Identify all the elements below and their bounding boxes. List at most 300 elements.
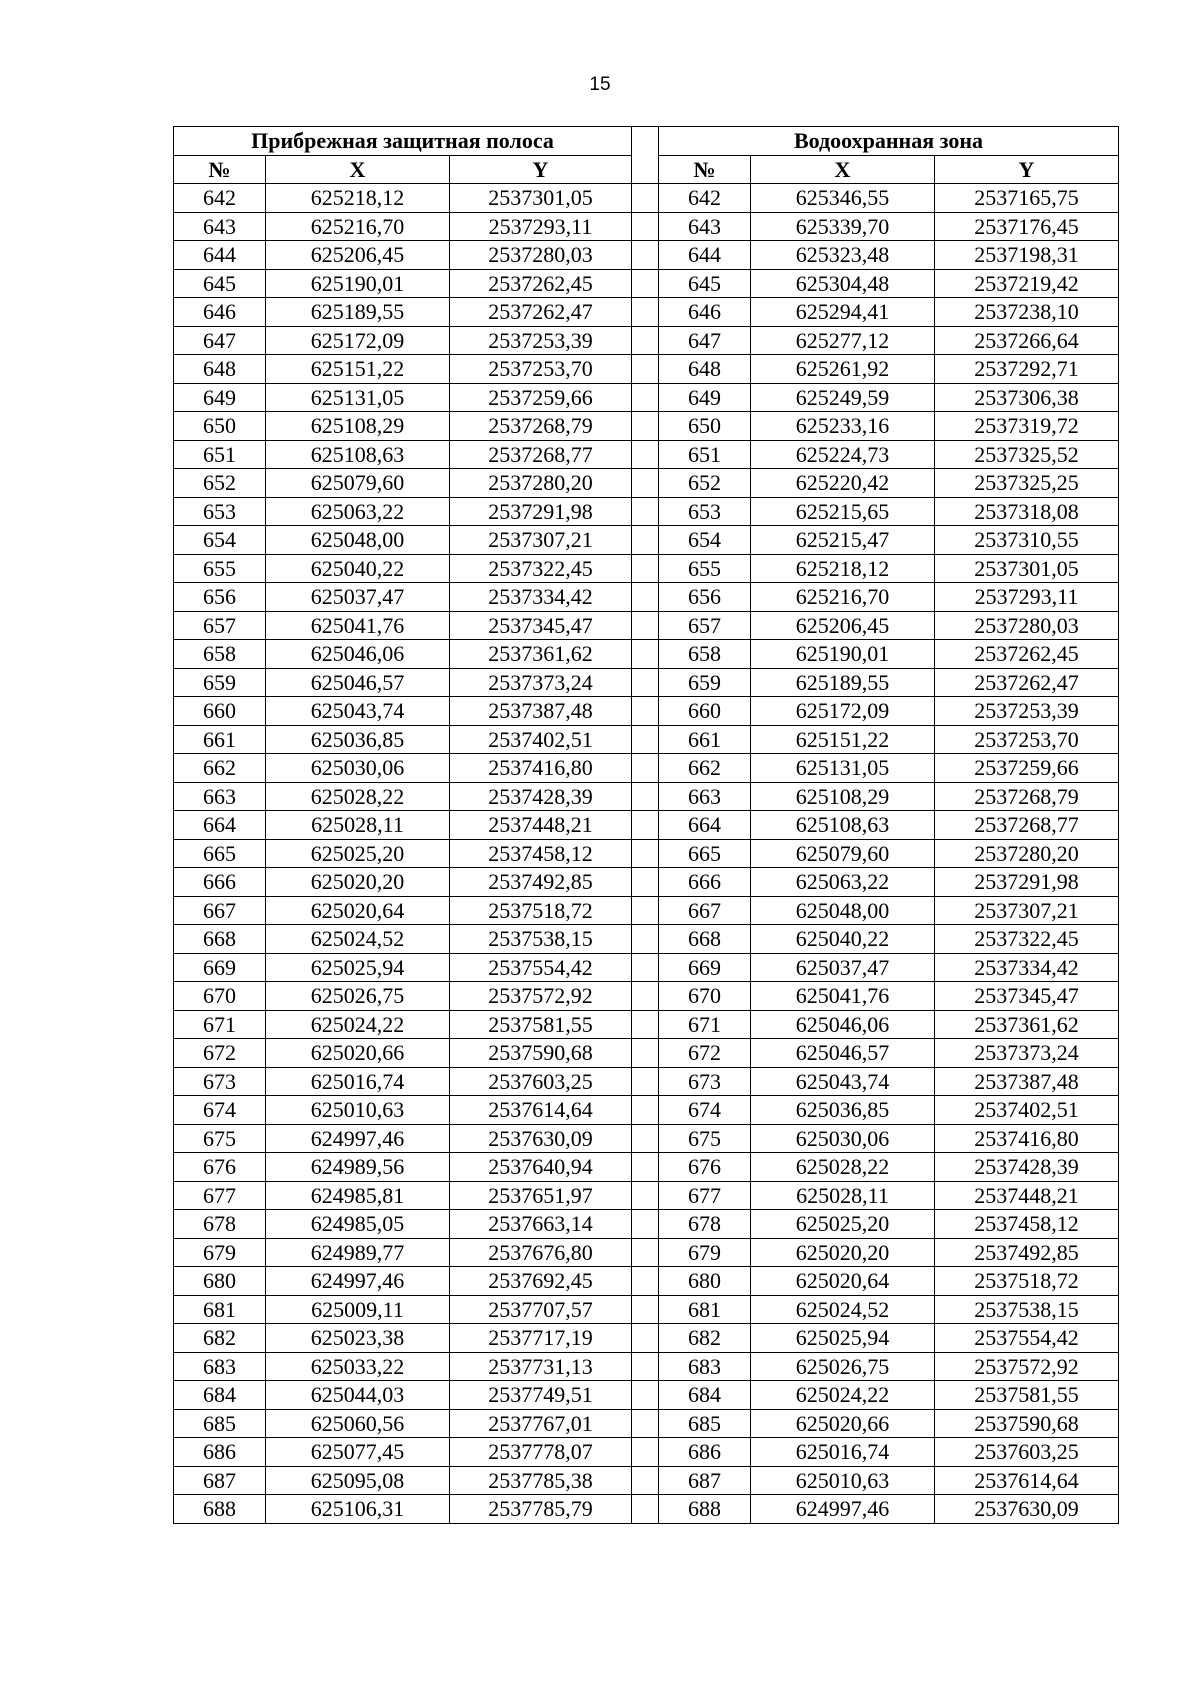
right-point-number: 671 <box>659 1010 751 1039</box>
right-x-value: 625323,48 <box>751 241 935 270</box>
right-y-header: Y <box>935 155 1119 184</box>
table-row <box>174 668 1119 697</box>
right-x-value: 624997,46 <box>751 1495 935 1524</box>
right-x-value: 625151,22 <box>751 725 935 754</box>
right-x-value: 625224,73 <box>751 440 935 469</box>
left-point-number: 657 <box>174 611 266 640</box>
left-point-number: 660 <box>174 697 266 726</box>
right-x-value: 625036,85 <box>751 1096 935 1125</box>
left-y-value: 2537322,45 <box>450 554 632 583</box>
left-point-number: 653 <box>174 497 266 526</box>
column-gap <box>632 184 659 213</box>
left-y-value: 2537458,12 <box>450 839 632 868</box>
left-y-value: 2537402,51 <box>450 725 632 754</box>
left-point-number: 649 <box>174 383 266 412</box>
right-y-value: 2537291,98 <box>935 868 1119 897</box>
left-x-value: 624985,81 <box>266 1181 450 1210</box>
left-y-value: 2537448,21 <box>450 811 632 840</box>
left-x-value: 625048,00 <box>266 526 450 555</box>
right-y-value: 2537253,39 <box>935 697 1119 726</box>
column-gap <box>632 526 659 555</box>
left-y-value: 2537778,07 <box>450 1438 632 1467</box>
right-y-value: 2537538,15 <box>935 1295 1119 1324</box>
right-point-number: 647 <box>659 326 751 355</box>
column-gap <box>632 953 659 982</box>
right-x-value: 625220,42 <box>751 469 935 498</box>
right-y-value: 2537428,39 <box>935 1153 1119 1182</box>
right-x-value: 625063,22 <box>751 868 935 897</box>
left-x-value: 625044,03 <box>266 1381 450 1410</box>
left-y-value: 2537651,97 <box>450 1181 632 1210</box>
right-point-number: 644 <box>659 241 751 270</box>
table-row <box>174 1039 1119 1068</box>
left-x-value: 625036,85 <box>266 725 450 754</box>
column-gap <box>632 1067 659 1096</box>
right-y-value: 2537219,42 <box>935 269 1119 298</box>
left-x-value: 625108,29 <box>266 412 450 441</box>
left-x-value: 624989,77 <box>266 1238 450 1267</box>
left-y-value: 2537630,09 <box>450 1124 632 1153</box>
right-y-value: 2537590,68 <box>935 1409 1119 1438</box>
right-x-value: 625108,63 <box>751 811 935 840</box>
left-x-value: 625060,56 <box>266 1409 450 1438</box>
left-point-number: 676 <box>174 1153 266 1182</box>
page-number: 15 <box>589 74 611 95</box>
table-row <box>174 298 1119 327</box>
right-y-value: 2537268,77 <box>935 811 1119 840</box>
left-x-value: 625190,01 <box>266 269 450 298</box>
right-y-value: 2537292,71 <box>935 355 1119 384</box>
left-point-number: 651 <box>174 440 266 469</box>
right-point-number: 665 <box>659 839 751 868</box>
column-gap <box>632 1010 659 1039</box>
right-point-number: 650 <box>659 412 751 441</box>
left-x-value: 625043,74 <box>266 697 450 726</box>
right-point-number: 676 <box>659 1153 751 1182</box>
right-y-value: 2537262,45 <box>935 640 1119 669</box>
right-x-header: X <box>751 155 935 184</box>
right-y-value: 2537280,03 <box>935 611 1119 640</box>
right-x-value: 625041,76 <box>751 982 935 1011</box>
column-gap <box>632 640 659 669</box>
right-point-number: 655 <box>659 554 751 583</box>
left-point-number: 654 <box>174 526 266 555</box>
column-gap <box>632 554 659 583</box>
left-y-value: 2537492,85 <box>450 868 632 897</box>
left-y-value: 2537692,45 <box>450 1267 632 1296</box>
left-num-header: № <box>174 155 266 184</box>
left-y-value: 2537259,66 <box>450 383 632 412</box>
right-point-number: 658 <box>659 640 751 669</box>
left-point-number: 644 <box>174 241 266 270</box>
right-x-value: 625025,20 <box>751 1210 935 1239</box>
left-x-value: 625024,22 <box>266 1010 450 1039</box>
left-x-value: 625026,75 <box>266 982 450 1011</box>
right-y-value: 2537262,47 <box>935 668 1119 697</box>
right-point-number: 642 <box>659 184 751 213</box>
right-y-value: 2537402,51 <box>935 1096 1119 1125</box>
right-x-value: 625172,09 <box>751 697 935 726</box>
right-x-value: 625277,12 <box>751 326 935 355</box>
left-x-value: 625079,60 <box>266 469 450 498</box>
table-row <box>174 184 1119 213</box>
left-x-value: 625020,66 <box>266 1039 450 1068</box>
left-x-value: 625040,22 <box>266 554 450 583</box>
right-point-number: 662 <box>659 754 751 783</box>
left-x-value: 624985,05 <box>266 1210 450 1239</box>
left-x-value: 625025,20 <box>266 839 450 868</box>
table-row <box>174 896 1119 925</box>
right-point-number: 688 <box>659 1495 751 1524</box>
table-row <box>174 953 1119 982</box>
right-point-number: 645 <box>659 269 751 298</box>
left-point-number: 659 <box>174 668 266 697</box>
left-y-value: 2537707,57 <box>450 1295 632 1324</box>
right-y-value: 2537310,55 <box>935 526 1119 555</box>
left-y-value: 2537293,11 <box>450 212 632 241</box>
table-row <box>174 925 1119 954</box>
right-point-number: 668 <box>659 925 751 954</box>
right-y-value: 2537387,48 <box>935 1067 1119 1096</box>
right-point-number: 670 <box>659 982 751 1011</box>
left-x-value: 625046,06 <box>266 640 450 669</box>
left-x-value: 625016,74 <box>266 1067 450 1096</box>
column-gap <box>632 982 659 1011</box>
left-y-value: 2537749,51 <box>450 1381 632 1410</box>
right-point-number: 657 <box>659 611 751 640</box>
left-point-number: 684 <box>174 1381 266 1410</box>
right-y-value: 2537259,66 <box>935 754 1119 783</box>
table-row <box>174 1352 1119 1381</box>
right-point-number: 681 <box>659 1295 751 1324</box>
right-x-value: 625025,94 <box>751 1324 935 1353</box>
left-point-number: 667 <box>174 896 266 925</box>
table-row <box>174 469 1119 498</box>
table-row <box>174 1295 1119 1324</box>
right-point-number: 672 <box>659 1039 751 1068</box>
right-x-value: 625026,75 <box>751 1352 935 1381</box>
left-point-number: 677 <box>174 1181 266 1210</box>
left-point-number: 655 <box>174 554 266 583</box>
right-y-value: 2537319,72 <box>935 412 1119 441</box>
right-y-value: 2537581,55 <box>935 1381 1119 1410</box>
column-gap <box>632 212 659 241</box>
table-row <box>174 1466 1119 1495</box>
left-x-value: 625151,22 <box>266 355 450 384</box>
right-y-value: 2537266,64 <box>935 326 1119 355</box>
left-point-number: 666 <box>174 868 266 897</box>
table-row <box>174 1010 1119 1039</box>
column-gap <box>632 1267 659 1296</box>
table-row <box>174 269 1119 298</box>
left-x-value: 625046,57 <box>266 668 450 697</box>
left-point-number: 679 <box>174 1238 266 1267</box>
left-y-value: 2537785,38 <box>450 1466 632 1495</box>
left-y-value: 2537518,72 <box>450 896 632 925</box>
left-x-value: 625030,06 <box>266 754 450 783</box>
table-row <box>174 1381 1119 1410</box>
column-gap <box>632 583 659 612</box>
right-y-value: 2537554,42 <box>935 1324 1119 1353</box>
column-gap <box>632 241 659 270</box>
right-x-value: 625131,05 <box>751 754 935 783</box>
right-x-value: 625304,48 <box>751 269 935 298</box>
table-body <box>174 184 1119 1524</box>
right-y-value: 2537361,62 <box>935 1010 1119 1039</box>
right-point-number: 660 <box>659 697 751 726</box>
left-y-value: 2537767,01 <box>450 1409 632 1438</box>
right-point-number: 663 <box>659 782 751 811</box>
left-point-number: 685 <box>174 1409 266 1438</box>
right-point-number: 653 <box>659 497 751 526</box>
left-x-value: 625025,94 <box>266 953 450 982</box>
left-point-number: 674 <box>174 1096 266 1125</box>
right-x-value: 625043,74 <box>751 1067 935 1096</box>
left-y-value: 2537345,47 <box>450 611 632 640</box>
column-gap <box>632 1352 659 1381</box>
column-gap <box>632 896 659 925</box>
right-x-value: 625024,22 <box>751 1381 935 1410</box>
column-gap <box>632 1381 659 1410</box>
left-y-value: 2537301,05 <box>450 184 632 213</box>
table-row <box>174 697 1119 726</box>
right-y-value: 2537492,85 <box>935 1238 1119 1267</box>
right-x-value: 625020,66 <box>751 1409 935 1438</box>
left-point-number: 646 <box>174 298 266 327</box>
left-point-number: 687 <box>174 1466 266 1495</box>
column-gap <box>632 782 659 811</box>
right-y-value: 2537198,31 <box>935 241 1119 270</box>
table-row <box>174 868 1119 897</box>
left-point-number: 675 <box>174 1124 266 1153</box>
right-y-value: 2537448,21 <box>935 1181 1119 1210</box>
left-y-value: 2537262,45 <box>450 269 632 298</box>
left-x-value: 625023,38 <box>266 1324 450 1353</box>
left-y-value: 2537387,48 <box>450 697 632 726</box>
left-y-value: 2537554,42 <box>450 953 632 982</box>
left-x-value: 625131,05 <box>266 383 450 412</box>
right-num-header: № <box>659 155 751 184</box>
right-y-value: 2537458,12 <box>935 1210 1119 1239</box>
left-y-value: 2537268,79 <box>450 412 632 441</box>
table-row <box>174 241 1119 270</box>
right-x-value: 625048,00 <box>751 896 935 925</box>
section-header-row <box>174 127 1119 156</box>
left-point-number: 648 <box>174 355 266 384</box>
right-y-value: 2537345,47 <box>935 982 1119 1011</box>
left-point-number: 665 <box>174 839 266 868</box>
right-point-number: 685 <box>659 1409 751 1438</box>
table-row <box>174 355 1119 384</box>
right-x-value: 625020,64 <box>751 1267 935 1296</box>
left-y-value: 2537253,70 <box>450 355 632 384</box>
column-gap <box>632 1181 659 1210</box>
left-x-value: 625010,63 <box>266 1096 450 1125</box>
right-point-number: 678 <box>659 1210 751 1239</box>
right-x-value: 625189,55 <box>751 668 935 697</box>
left-y-value: 2537428,39 <box>450 782 632 811</box>
left-x-header: X <box>266 155 450 184</box>
table-row <box>174 1267 1119 1296</box>
right-x-value: 625339,70 <box>751 212 935 241</box>
left-y-value: 2537785,79 <box>450 1495 632 1524</box>
left-x-value: 624997,46 <box>266 1124 450 1153</box>
right-y-value: 2537306,38 <box>935 383 1119 412</box>
right-x-value: 625079,60 <box>751 839 935 868</box>
table-row <box>174 440 1119 469</box>
right-x-value: 625215,47 <box>751 526 935 555</box>
left-x-value: 625037,47 <box>266 583 450 612</box>
left-x-value: 625028,22 <box>266 782 450 811</box>
right-y-value: 2537614,64 <box>935 1466 1119 1495</box>
right-x-value: 625216,70 <box>751 583 935 612</box>
table-row <box>174 611 1119 640</box>
column-gap <box>632 1495 659 1524</box>
left-point-number: 683 <box>174 1352 266 1381</box>
right-x-value: 625037,47 <box>751 953 935 982</box>
left-point-number: 681 <box>174 1295 266 1324</box>
left-point-number: 662 <box>174 754 266 783</box>
left-point-number: 663 <box>174 782 266 811</box>
right-y-value: 2537253,70 <box>935 725 1119 754</box>
right-point-number: 648 <box>659 355 751 384</box>
right-x-value: 625030,06 <box>751 1124 935 1153</box>
left-point-number: 664 <box>174 811 266 840</box>
right-point-number: 652 <box>659 469 751 498</box>
left-x-value: 625077,45 <box>266 1438 450 1467</box>
right-section-title: Водоохранная зона <box>659 127 1119 156</box>
left-x-value: 625009,11 <box>266 1295 450 1324</box>
left-point-number: 669 <box>174 953 266 982</box>
right-y-value: 2537176,45 <box>935 212 1119 241</box>
right-x-value: 625249,59 <box>751 383 935 412</box>
table-row <box>174 1067 1119 1096</box>
right-point-number: 661 <box>659 725 751 754</box>
table-row <box>174 497 1119 526</box>
right-x-value: 625010,63 <box>751 1466 935 1495</box>
column-gap <box>632 1438 659 1467</box>
table-row <box>174 1181 1119 1210</box>
left-point-number: 672 <box>174 1039 266 1068</box>
table-row <box>174 1210 1119 1239</box>
right-x-value: 625190,01 <box>751 640 935 669</box>
right-x-value: 625233,16 <box>751 412 935 441</box>
left-point-number: 671 <box>174 1010 266 1039</box>
column-gap <box>632 412 659 441</box>
left-y-value: 2537262,47 <box>450 298 632 327</box>
column-gap <box>632 1039 659 1068</box>
left-y-value: 2537280,03 <box>450 241 632 270</box>
column-gap <box>632 127 659 184</box>
right-x-value: 625024,52 <box>751 1295 935 1324</box>
left-point-number: 678 <box>174 1210 266 1239</box>
left-y-value: 2537268,77 <box>450 440 632 469</box>
column-gap <box>632 1210 659 1239</box>
left-y-value: 2537538,15 <box>450 925 632 954</box>
table-row <box>174 526 1119 555</box>
column-gap <box>632 383 659 412</box>
left-x-value: 625033,22 <box>266 1352 450 1381</box>
right-point-number: 666 <box>659 868 751 897</box>
table-row <box>174 839 1119 868</box>
left-x-value: 625024,52 <box>266 925 450 954</box>
left-section-title: Прибрежная защитная полоса <box>174 127 632 156</box>
table-row <box>174 640 1119 669</box>
table-row <box>174 212 1119 241</box>
left-y-value: 2537731,13 <box>450 1352 632 1381</box>
column-gap <box>632 326 659 355</box>
right-point-number: 664 <box>659 811 751 840</box>
right-x-value: 625215,65 <box>751 497 935 526</box>
left-point-number: 688 <box>174 1495 266 1524</box>
table-row <box>174 1409 1119 1438</box>
left-x-value: 625020,20 <box>266 868 450 897</box>
right-y-value: 2537322,45 <box>935 925 1119 954</box>
left-point-number: 650 <box>174 412 266 441</box>
right-point-number: 646 <box>659 298 751 327</box>
right-x-value: 625206,45 <box>751 611 935 640</box>
table-row <box>174 554 1119 583</box>
table-row <box>174 412 1119 441</box>
column-gap <box>632 1153 659 1182</box>
left-y-header: Y <box>450 155 632 184</box>
table-row <box>174 725 1119 754</box>
table-row <box>174 583 1119 612</box>
left-point-number: 656 <box>174 583 266 612</box>
right-point-number: 677 <box>659 1181 751 1210</box>
right-point-number: 674 <box>659 1096 751 1125</box>
left-point-number: 652 <box>174 469 266 498</box>
coordinates-table <box>173 126 1119 1524</box>
table-row <box>174 1495 1119 1524</box>
column-gap <box>632 440 659 469</box>
left-y-value: 2537676,80 <box>450 1238 632 1267</box>
left-point-number: 670 <box>174 982 266 1011</box>
right-y-value: 2537572,92 <box>935 1352 1119 1381</box>
left-y-value: 2537590,68 <box>450 1039 632 1068</box>
left-point-number: 647 <box>174 326 266 355</box>
right-x-value: 625028,22 <box>751 1153 935 1182</box>
column-gap <box>632 1324 659 1353</box>
left-y-value: 2537291,98 <box>450 497 632 526</box>
right-y-value: 2537318,08 <box>935 497 1119 526</box>
right-y-value: 2537334,42 <box>935 953 1119 982</box>
right-y-value: 2537518,72 <box>935 1267 1119 1296</box>
right-point-number: 667 <box>659 896 751 925</box>
column-gap <box>632 697 659 726</box>
right-point-number: 669 <box>659 953 751 982</box>
left-point-number: 673 <box>174 1067 266 1096</box>
right-x-value: 625020,20 <box>751 1238 935 1267</box>
right-point-number: 679 <box>659 1238 751 1267</box>
right-point-number: 687 <box>659 1466 751 1495</box>
right-y-value: 2537325,25 <box>935 469 1119 498</box>
column-gap <box>632 1096 659 1125</box>
left-point-number: 668 <box>174 925 266 954</box>
right-y-value: 2537301,05 <box>935 554 1119 583</box>
right-y-value: 2537630,09 <box>935 1495 1119 1524</box>
table-row <box>174 811 1119 840</box>
column-gap <box>632 811 659 840</box>
left-y-value: 2537663,14 <box>450 1210 632 1239</box>
left-x-value: 625106,31 <box>266 1495 450 1524</box>
right-point-number: 683 <box>659 1352 751 1381</box>
right-x-value: 625040,22 <box>751 925 935 954</box>
right-y-value: 2537280,20 <box>935 839 1119 868</box>
right-y-value: 2537373,24 <box>935 1039 1119 1068</box>
right-point-number: 643 <box>659 212 751 241</box>
left-point-number: 645 <box>174 269 266 298</box>
